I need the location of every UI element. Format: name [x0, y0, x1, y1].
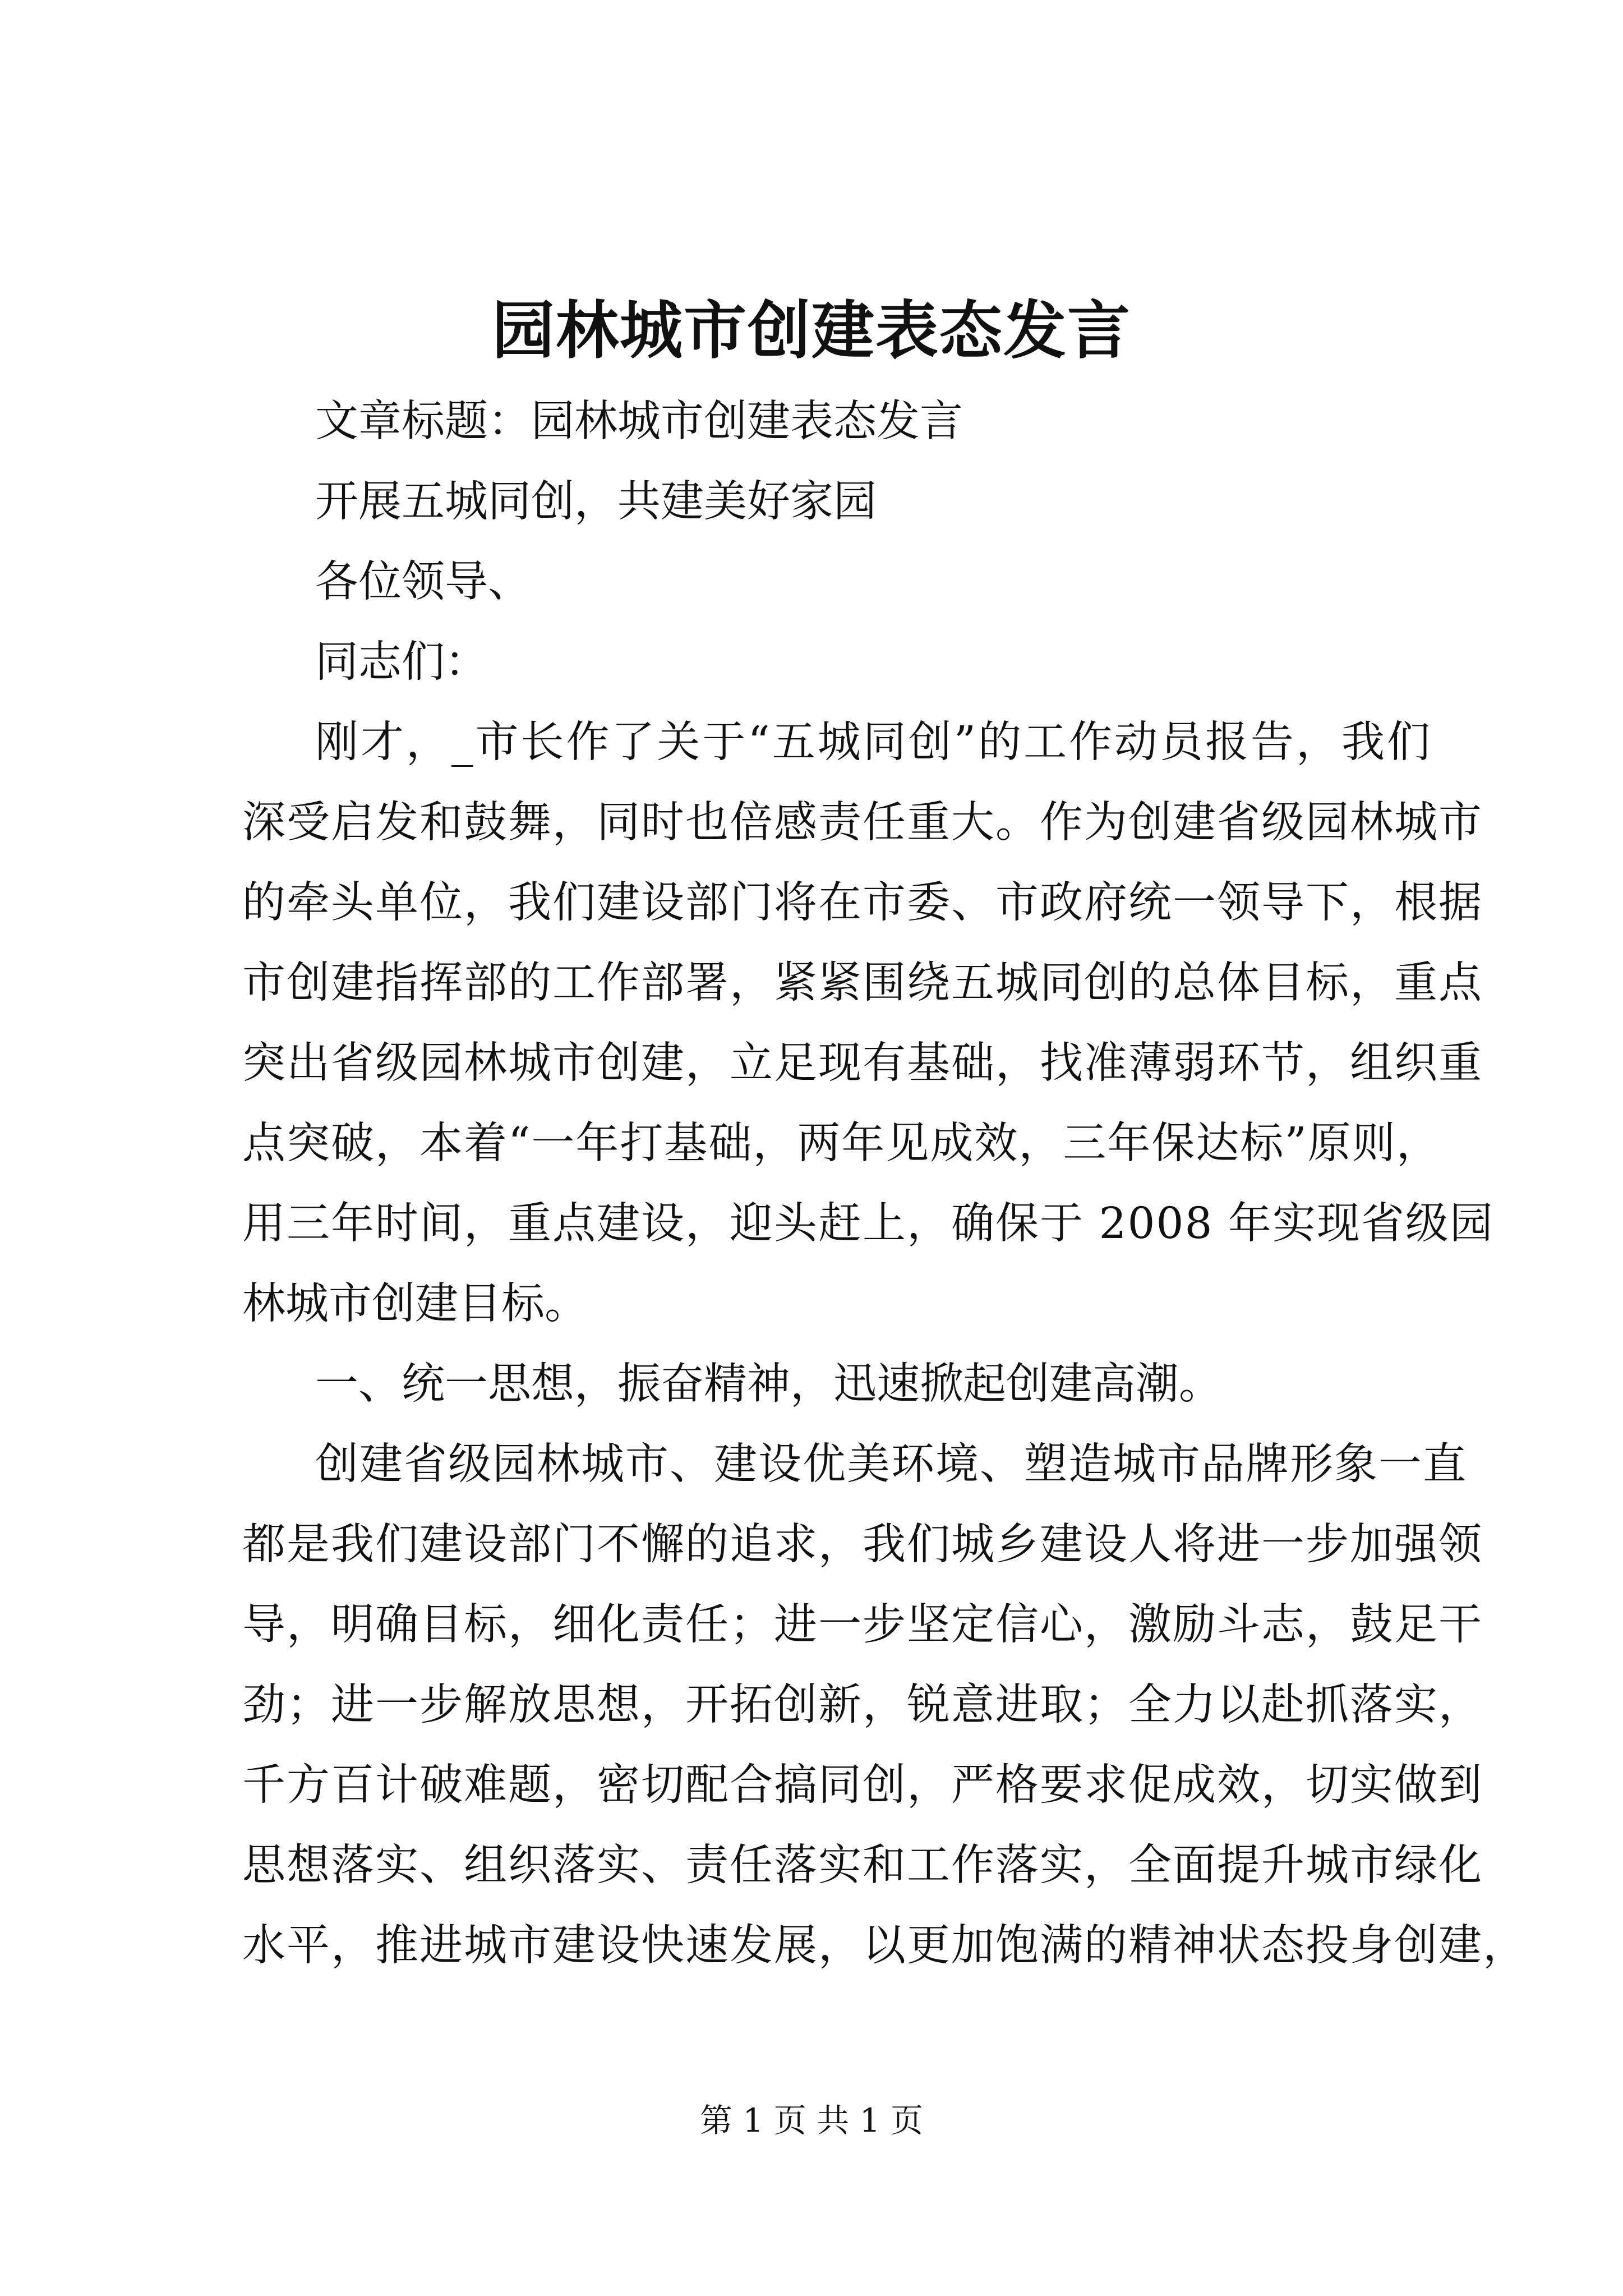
- text-line: 都是我们建设部门不懈的追求，我们城乡建设人将进一步加强领: [242, 1520, 1483, 1570]
- page-footer: 第 1 页 共 1 页: [700, 2101, 923, 2139]
- text-line: 导，明确目标，细化责任；进一步坚定信心，激励斗志，鼓足干: [242, 1600, 1483, 1650]
- section-heading: 一、统一思想，振奋精神，迅速掀起创建高潮。: [315, 1359, 1222, 1409]
- text-line: 思想落实、组织落实、责任落实和工作落实，全面提升城市绿化: [242, 1841, 1483, 1890]
- text-line: 创建省级园林城市、建设优美环境、塑造城市品牌形象一直: [315, 1439, 1467, 1489]
- text-line: 的牵头单位，我们建设部门将在市委、市政府统一领导下，根据: [242, 878, 1483, 928]
- text-line: 水平，推进城市建设快速发展，以更加饱满的精神状态投身创建，: [242, 1921, 1527, 1971]
- document-body: [242, 381, 1527, 1986]
- text-line: 用三年时间，重点建设，迎头赶上，确保于 2008 年实现省级园: [242, 1199, 1494, 1249]
- text-line: 同志们：: [315, 637, 488, 687]
- text-line: 市创建指挥部的工作部署，紧紧围绕五城同创的总体目标，重点: [242, 958, 1483, 1008]
- document-title: 园林城市创建表态发言: [492, 294, 1131, 367]
- text-line: 文章标题：园林城市创建表态发言: [315, 397, 963, 447]
- text-line: 开展五城同创，共建美好家园: [315, 477, 877, 527]
- text-line: 点突破，本着“一年打基础，两年见成效，三年保达标”原则，: [242, 1119, 1441, 1168]
- text-line: 各位领导、: [315, 557, 531, 607]
- text-line: 深受启发和鼓舞，同时也倍感责任重大。作为创建省级园林城市: [242, 798, 1483, 848]
- text-line: 林城市创建目标。: [242, 1279, 588, 1329]
- text-line: 刚才，_市长作了关于“五城同创”的工作动员报告，我们: [315, 717, 1431, 767]
- text-line: 千方百计破难题，密切配合搞同创，严格要求促成效，切实做到: [242, 1760, 1483, 1810]
- text-line: 突出省级园林城市创建，立足现有基础，找准薄弱环节，组织重: [242, 1038, 1483, 1088]
- text-line: 劲；进一步解放思想，开拓创新，锐意进取；全力以赴抓落实，: [242, 1680, 1483, 1730]
